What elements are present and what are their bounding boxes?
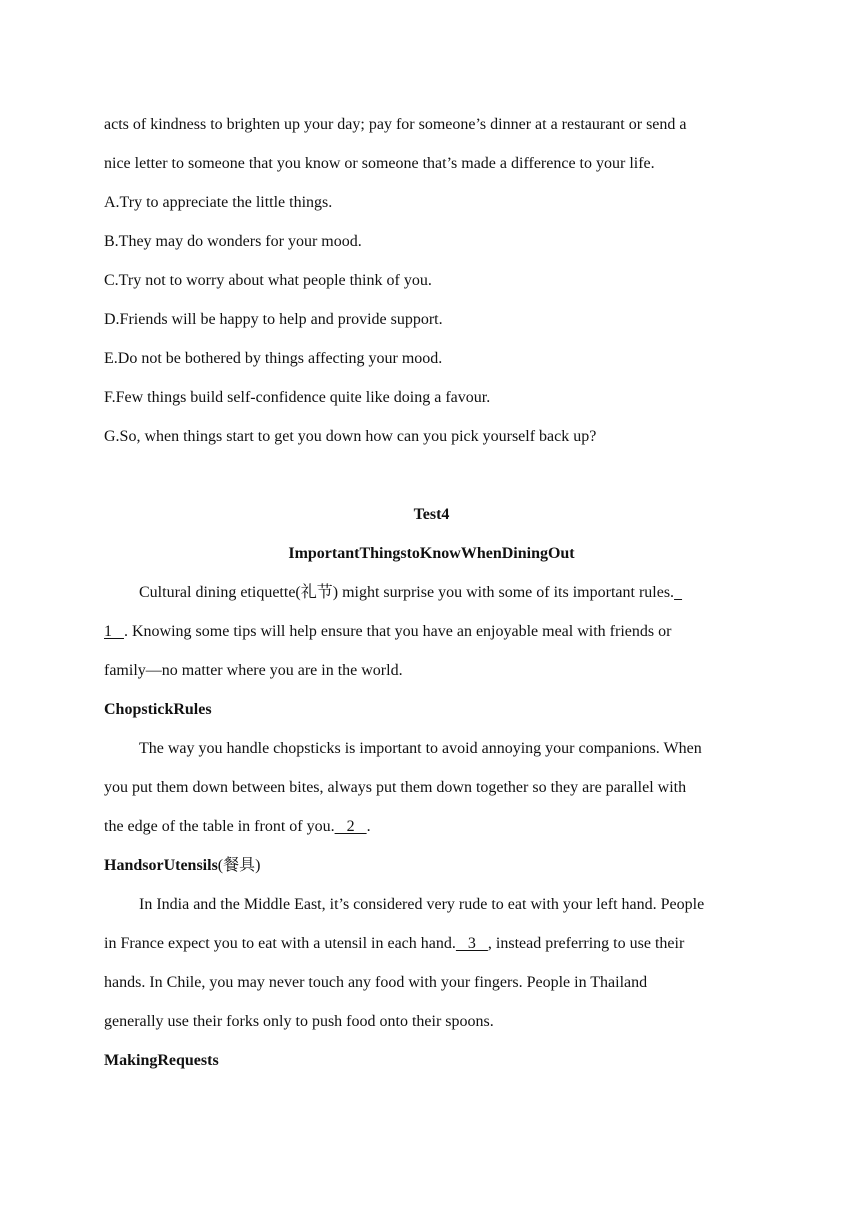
option-g: G.So, when things start to get you down how can you pick yourself back up?	[104, 428, 597, 445]
document-page	[104, 105, 759, 1080]
paragraph-line: you put them down between bites, always put them down together so they are parallel with	[104, 779, 687, 796]
paragraph-line	[104, 573, 759, 612]
paragraph-line	[104, 807, 759, 846]
paragraph-text: Cultural dining etiquette(礼节) might surprise you with some of its important rules.	[139, 584, 675, 601]
answer-blank-1[interactable]: 1	[104, 623, 124, 640]
section-heading-gloss: (餐具)	[217, 857, 261, 874]
passage-title: ImportantThingstoKnowWhenDiningOut	[288, 545, 575, 562]
section-heading-text: HandsorUtensils	[104, 857, 218, 874]
option-b: B.They may do wonders for your mood.	[104, 233, 362, 250]
option-f: F.Few things build self-confidence quite like doing a favour.	[104, 389, 491, 406]
body-text-line: acts of kindness to brighten up your day; pay for someone’s dinner at a restaurant or send a	[104, 116, 687, 133]
option-c: C.Try not to worry about what people think of you.	[104, 272, 432, 289]
paragraph-line	[104, 924, 759, 963]
paragraph-line: hands. In Chile, you may never touch any food with your fingers. People in Thailand	[104, 974, 648, 991]
paragraph-text: the edge of the table in front of you.	[104, 818, 335, 835]
test-label: Test4	[413, 506, 450, 523]
answer-blank-2[interactable]: 2	[334, 818, 367, 835]
body-text-line: nice letter to someone that you know or someone that’s made a difference to your life.	[104, 155, 655, 172]
paragraph-text: .	[366, 818, 371, 835]
paragraph-line: The way you handle chopsticks is important to avoid annoying your companions. When	[139, 740, 702, 757]
paragraph-line: family—no matter where you are in the world.	[104, 662, 403, 679]
section-heading-utensils	[104, 846, 759, 885]
paragraph-line	[104, 612, 759, 651]
option-e: E.Do not be bothered by things affecting your mood.	[104, 350, 443, 367]
section-heading-requests: MakingRequests	[104, 1052, 219, 1069]
paragraph-text: . Knowing some tips will help ensure that you have an enjoyable meal with friends or	[124, 623, 672, 640]
option-d: D.Friends will be happy to help and provide support.	[104, 311, 443, 328]
paragraph-text: , instead preferring to use their	[487, 935, 685, 952]
section-heading-chopsticks: ChopstickRules	[104, 701, 212, 718]
answer-blank-1-start[interactable]	[674, 584, 682, 601]
paragraph-text: in France expect you to eat with a utensil in each hand.	[104, 935, 456, 952]
option-a: A.Try to appreciate the little things.	[104, 194, 333, 211]
paragraph-line: generally use their forks only to push food onto their spoons.	[104, 1013, 494, 1030]
answer-blank-3[interactable]: 3	[455, 935, 488, 952]
paragraph-line: In India and the Middle East, it’s considered very rude to eat with your left hand. People	[139, 896, 705, 913]
spacer	[104, 456, 759, 495]
